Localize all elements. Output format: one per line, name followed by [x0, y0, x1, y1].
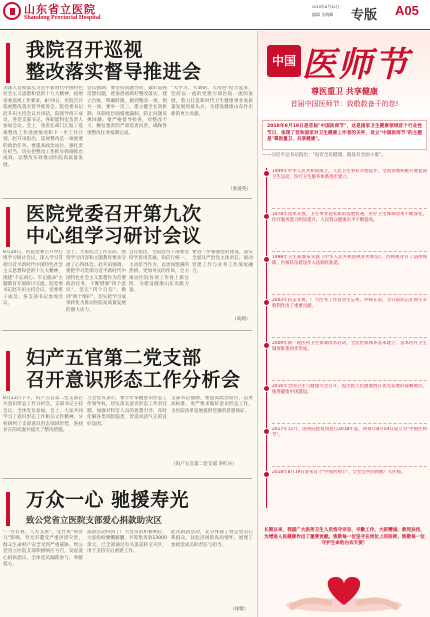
- article4-byline: （徐婕）: [230, 607, 249, 612]
- timeline-separator: [272, 337, 427, 338]
- article1-headline-line1: 我院召开巡视: [26, 39, 144, 61]
- article4-headline: 万众一心 驰援寿光: [26, 489, 190, 511]
- intro-box: 2018年8月19日是首届"中国医师节"，这是国家卫生健康领域首个行业性节日，体现了党和国家对卫生健康工作者的关怀，设立"中国医师节"的主题是"尊医重卫、共享健康"。: [262, 120, 427, 150]
- timeline-item: 2009年新一轮医药卫生体制改革启动，全民医保体系基本建立，基本医疗卫生制度框架初步形成。: [272, 341, 427, 352]
- headline-accent-bar: [6, 351, 10, 391]
- timeline-dot-icon: [263, 299, 270, 306]
- timeline-item: 2016年全国卫生与健康大会召开，提出把人民健康放在优先发展的战略地位，推进健康中国建设。: [272, 384, 427, 395]
- article3-column-3: 支部书记强调，要提高政治站位，以更高标准、更严要求做好意识形态工作，为医院改革发展提供坚强的思想保证。: [171, 396, 253, 414]
- heart-hands-graphic: [272, 571, 417, 613]
- article3-headline-line1: 妇产五官第二党支部: [26, 347, 202, 369]
- article2-byline: （高婧）: [232, 317, 251, 322]
- article3-byline: （妇产五官第二党支部 李红兵）: [171, 462, 237, 467]
- logo-text: 山东省立医院: [24, 3, 96, 16]
- timeline-item: 2017年11月，国务院批复同意自2018年起，将每年8月19日设立为"中国医师节"。: [272, 427, 427, 438]
- article1-headline-line2: 整改落实督导推进会: [26, 61, 202, 83]
- timeline-dot-icon: [263, 213, 270, 220]
- timeline-item: 1978年改革开放，卫生事业迎来新的发展机遇，医疗卫生体制改革不断深化，医疗服务能力明显提升，人民群众健康水平不断提高。: [272, 212, 427, 223]
- banner-sub-slogan: 首届中国医师节：致敬救备千的您!: [290, 100, 399, 108]
- timeline-dot-icon: [263, 385, 270, 392]
- timeline-separator: [272, 251, 427, 252]
- timeline-dot-icon: [263, 170, 270, 177]
- timeline-separator: [272, 208, 427, 209]
- timeline-dot-icon: [263, 342, 270, 349]
- timeline-item: 1998年卫生部颁布实施《中华人民共和国执业医师法》，医师执业有了法律保障，医师队伍建设步入法制化轨道。: [272, 255, 427, 266]
- article4-subhead: 致公党省立医院支部爱心捐款助灾区: [26, 516, 163, 526]
- article4-column-1: "一方有难，八方支援"。受台风"利奇马"影响，寿光市遭受严重洪涝灾害，群众生命财产安全受到严重威胁。致公党省立医院支部积极响应号召，发起爱心捐款倡议，全体党员踊跃参与，奉献爱心。: [3, 530, 83, 568]
- article4-column-2: 捐款活动得到了广大党员的积极响应，大家纷纷慷慨解囊，共筹集善款13000余元，已全部通过有关渠道转交灾区，用于支持灾后重建工作。: [87, 530, 167, 555]
- article4-column-3: 此次捐款活动，充分体现了致公党员心系群众、扶危济困的高尚情怀，展现了参政党成员的责任与担当。: [171, 530, 253, 548]
- article1-column-2: 会议强调，要坚持问题导向，紧盯巡视反馈问题，逐条逐项抓好整改落实，建立台账，明确时限，做到整改一项、销号一项。要举一反三，建立健全长效机制，从制度层面堵塞漏洞，防止问题反弹回潮。要严格督导检查，对整改不力、敷衍塞责的严肃追责问责，确保各项整改任务按期完成。: [87, 86, 167, 136]
- headline-accent-bar: [6, 492, 10, 526]
- article2-column-4: 要进一步加强党的建设，落实全面从严治党主体责任，推动党建工作与业务工作深度融合。: [192, 250, 253, 275]
- headline-accent-bar: [6, 207, 10, 247]
- article2-column-1: 8月20日，医院党委召开中心组学习研讨会议，深入学习贯彻习近平新时代中国特色社会主义思想和党的十九大精神，围绕"不忘初心、牢记使命"主题教育开展研讨交流。院党委书记赵升田主持会议，党委班子成员、各支部书记参加会议。: [3, 250, 63, 307]
- page-number: A05: [395, 3, 419, 18]
- timeline-separator: [272, 380, 427, 381]
- timeline-dot-icon: [263, 256, 270, 263]
- banner-badge: 中国: [267, 45, 301, 77]
- article1-column-3: "大学习、大调研、大改进"结合起来，坚持以一流的党建引领医院一流的发展，着力打造新时代卫生健康事业高质量发展的排头兵，为建设健康山东作出新的更大贡献。: [171, 86, 253, 117]
- logo-text-en: Shandong Provincial Hospital: [24, 15, 101, 21]
- section-divider: [2, 478, 252, 479]
- doctors-day-sidebar: [257, 31, 430, 617]
- timeline-separator: [272, 294, 427, 295]
- timeline-separator: [272, 423, 427, 424]
- quote-line: ——习近平总书记指出："没有全民健康，就没有全面小康"。: [262, 153, 386, 158]
- editor-credit: 编辑 戈晓峰: [312, 12, 334, 17]
- issue-date: 2019年8月31日: [312, 4, 340, 9]
- section-divider: [2, 198, 252, 199]
- article2-column-3: 会议指出，全院党员干部要坚持学思用贯通、知信行统一，主动担当作为，以更加饱满的热情、更加务实的作风，全力推动医院各项工作再上新台阶，为建设健康山东贡献力量。: [129, 250, 189, 294]
- article3-headline-line2: 召开意识形态工作分析会: [26, 369, 241, 391]
- doctors-day-banner: [258, 31, 430, 117]
- hospital-logo-icon: [3, 2, 21, 20]
- timeline-item: 1949年中华人民共和国成立，人民卫生事业开始起步，全国各地积极开展爱国卫生运动，医疗卫生服务体系逐步建立。: [272, 169, 427, 180]
- banner-title: 医师节: [302, 45, 410, 85]
- timeline-separator: [272, 466, 427, 467]
- closing-paragraph: 长期以来，我国广大医务卫生人员恪守宗旨、辛勤工作，大医精诚、救死扶伤，为增进人民健康作出了重要贡献。致敬每一位坚守在岗位上的医师，致敬每一位守护生命的白衣天使！: [264, 528, 425, 547]
- timeline-dot-icon: [263, 428, 270, 435]
- article2-headline-line2: 中心组学习研讨会议: [26, 225, 202, 247]
- section-label: 专版: [351, 8, 378, 23]
- article3-column-1: 8月23日下午，妇产五官第二党支部召开意识形态工作分析会。支部书记主持会议，全体党员参加。会上，大家共同学习了意识形态工作相关文件精神，分析研判了支部意识形态领域形势，查找存在的问题并提出了整改措施。: [3, 396, 83, 434]
- article1-byline: （张爱英）: [228, 187, 251, 192]
- article1-column-1: 为深入贯彻落实习近平新时代中国特色社会主义思想和党的十九大精神，按照省委巡视工作要求，8月9日，医院召开巡视整改落实督导推进会。院党委书记赵升田主持会议并讲话，院领导班子成员、各党支部书记、各职能科室负责人参加会议。会上，各责任部门汇报了巡视整改工作进展情况和下一步工作计划。赵升田指出，巡视整改是一项重要的政治任务，要提高政治站位，强化责任担当，切实把整改工作抓实抓细抓出成效，以整改实效推动医院高质量发展。: [3, 86, 83, 168]
- section-divider: [2, 330, 252, 331]
- timeline-dot-icon: [263, 471, 270, 478]
- timeline-item: 2018年8月19日迎来首个"中国医师节"，全社会共同致敬广大医师。: [272, 470, 406, 475]
- article2-column-2: 会上，大家结合工作实际，围绕学习内容和主题教育要求交流了心得体会。赵升田强调，要把学习贯彻习近平新时代中国特色社会主义思想作为首要政治任务，不断增强"四个意识"、坚定"四个自信"、做到"两个维护"，切实把学习成果转化为推动医院高质量发展的强大动力。: [66, 250, 126, 313]
- article2-headline-line1: 医院党委召开第九次: [26, 203, 202, 225]
- masthead: [0, 0, 430, 30]
- article3-column-2: 与会党员表示，要牢牢掌握意识形态工作领导权，切实落实意识形态工作责任制，加强对科室人员的思想引导，及时化解各类风险隐患，营造风清气正的良好氛围。: [87, 396, 167, 427]
- banner-slogan: 尊医重卫 共享健康: [311, 87, 378, 96]
- timeline-item: 2003年抗击非典，广大医务工作者舍生忘死、冲锋在前，为夺取抗击非典斗争胜利作出了重要贡献。: [272, 298, 427, 309]
- headline-accent-bar: [6, 43, 10, 83]
